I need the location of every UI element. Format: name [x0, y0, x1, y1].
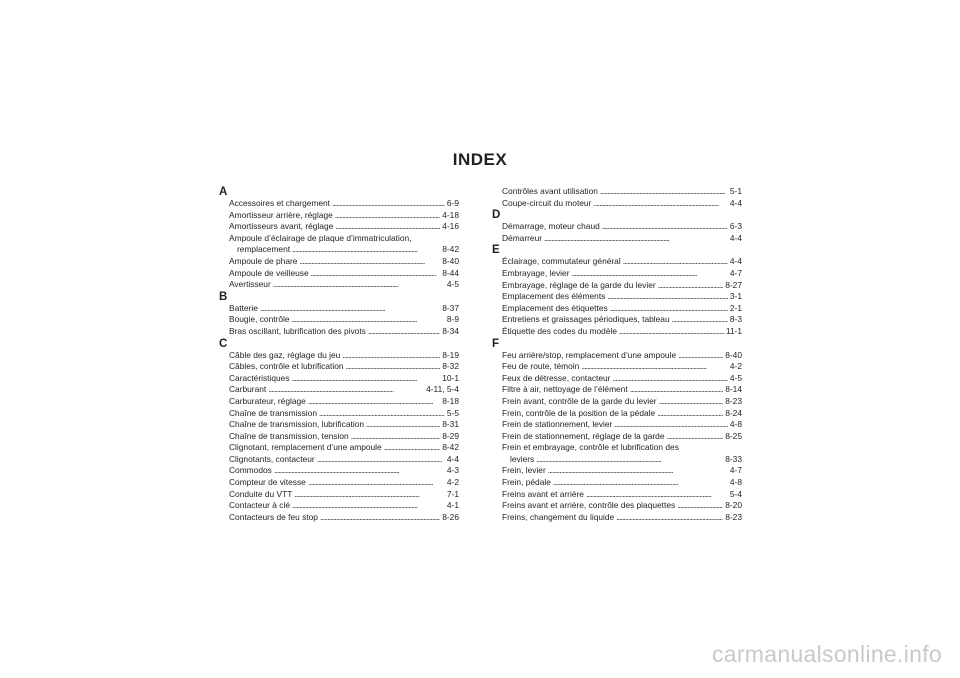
- index-entry: Freins avant et arrière . . . 5-4: [492, 489, 742, 501]
- index-entry: leviers . . . 8-33: [492, 454, 742, 466]
- index-entry: Feux de détresse, contacteur . . . 4-5: [492, 373, 742, 385]
- index-entry: Embrayage, réglage de la garde du levier . . . 8-27: [492, 280, 742, 292]
- index-entry: Contacteur à clé . . . 4-1: [219, 500, 459, 512]
- index-entry: Contrôles avant utilisation . . . 5-1: [492, 186, 742, 198]
- index-column-right: [492, 186, 742, 523]
- index-entry: Caractéristiques . . . 10-1: [219, 373, 459, 385]
- index-entry: Frein, contrôle de la position de la pédale . . . 8-24: [492, 408, 742, 420]
- section-letter-c: C: [219, 337, 228, 350]
- index-entry: Frein avant, contrôle de la garde du levier . . . 8-23: [492, 396, 742, 408]
- index-entry: Clignotant, remplacement d’une ampoule . . . 8-42: [219, 442, 459, 454]
- index-entry: Emplacement des étiquettes . . . 2-1: [492, 303, 742, 315]
- index-entry: Commodos . . . 4-3: [219, 465, 459, 477]
- index-entry: Clignotants, contacteur . . . 4-4: [219, 454, 459, 466]
- index-entry: Carburateur, réglage . . . 8-18: [219, 396, 459, 408]
- index-entry: Câbles, contrôle et lubrification . . . 8-32: [219, 361, 459, 373]
- index-entry: Chaîne de transmission, lubrification . . . 8-31: [219, 419, 459, 431]
- section-letter-a: A: [219, 186, 228, 198]
- index-entry: Batterie . . . 8-37: [219, 303, 459, 315]
- index-entry: Bougie, contrôle . . . 8-9: [219, 314, 459, 326]
- index-entry: remplacement . . . 8-42: [219, 244, 459, 256]
- index-entry: Ampoule de phare . . . 8-40: [219, 256, 459, 268]
- index-entry: Chaîne de transmission . . . 5-5: [219, 408, 459, 420]
- index-entry: Amortisseurs avant, réglage . . . 4-16: [219, 221, 459, 233]
- index-entry: Compteur de vitesse . . . 4-2: [219, 477, 459, 489]
- index-entry: Conduite du VTT . . . 7-1: [219, 489, 459, 501]
- index-entry: Avertisseur . . . 4-5: [219, 279, 459, 291]
- index-column-left: [219, 186, 459, 523]
- index-entry: Embrayage, levier . . . 4-7: [492, 268, 742, 280]
- index-entry: Frein et embrayage, contrôle et lubrification des: [502, 442, 679, 453]
- index-entry: Contacteurs de feu stop . . . 8-26: [219, 512, 459, 524]
- section-letter-e: E: [492, 244, 500, 257]
- index-entry: Feu arrière/stop, remplacement d’une ampoule . . . 8-40: [492, 350, 742, 362]
- index-entry: Carburant . . . 4-11, 5-4: [219, 384, 459, 396]
- section-letter-f: F: [492, 337, 500, 350]
- index-entry: Filtre à air, nettoyage de l’élément . . . 8-14: [492, 384, 742, 396]
- index-entry: Frein de stationnement, réglage de la garde . . . 8-25: [492, 431, 742, 443]
- index-entry: Chaîne de transmission, tension . . . 8-29: [219, 431, 459, 443]
- index-entry: Emplacement des éléments . . . 3-1: [492, 291, 742, 303]
- index-entry: Freins avant et arrière, contrôle des plaquettes . . . 8-20: [492, 500, 742, 512]
- index-entry: Démarreur . . . 4-4: [492, 233, 742, 245]
- index-entry: Démarrage, moteur chaud . . . 6-3: [492, 221, 742, 233]
- index-entry: Câble des gaz, réglage du jeu . . . 8-19: [219, 350, 459, 362]
- index-entry: Frein, pédale . . . 4-8: [492, 477, 742, 489]
- index-entry: Feu de route, témoin . . . 4-2: [492, 361, 742, 373]
- index-entry: Ampoule d’éclairage de plaque d’immatriculation,: [229, 232, 412, 243]
- index-entry: Accessoires et chargement . . . 6-9: [219, 198, 459, 210]
- index-entry: Frein, levier . . . 4-7: [492, 465, 742, 477]
- index-entry: Coupe-circuit du moteur . . . 4-4: [492, 198, 742, 210]
- page-title: INDEX: [452, 150, 508, 169]
- watermark: carmanualsonline.info: [711, 641, 942, 667]
- index-entry: Étiquette des codes du modèle . . . 11-1: [492, 326, 742, 338]
- index-entry: Bras oscillant, lubrification des pivots . . . 8-34: [219, 326, 459, 338]
- index-entry: Entretiens et graissages périodiques, tableau . . . 8-3: [492, 314, 742, 326]
- section-letter-d: D: [492, 209, 501, 222]
- section-letter-b: B: [219, 290, 228, 303]
- index-entry: Éclairage, commutateur général . . . 4-4: [492, 256, 742, 268]
- index-entry: Freins, changement du liquide . . . 8-23: [492, 512, 742, 524]
- index-entry: Frein de stationnement, levier . . . 4-8: [492, 419, 742, 431]
- index-entry: Amortisseur arrière, réglage . . . 4-18: [219, 210, 459, 222]
- index-entry: Ampoule de veilleuse . . . 8-44: [219, 268, 459, 280]
